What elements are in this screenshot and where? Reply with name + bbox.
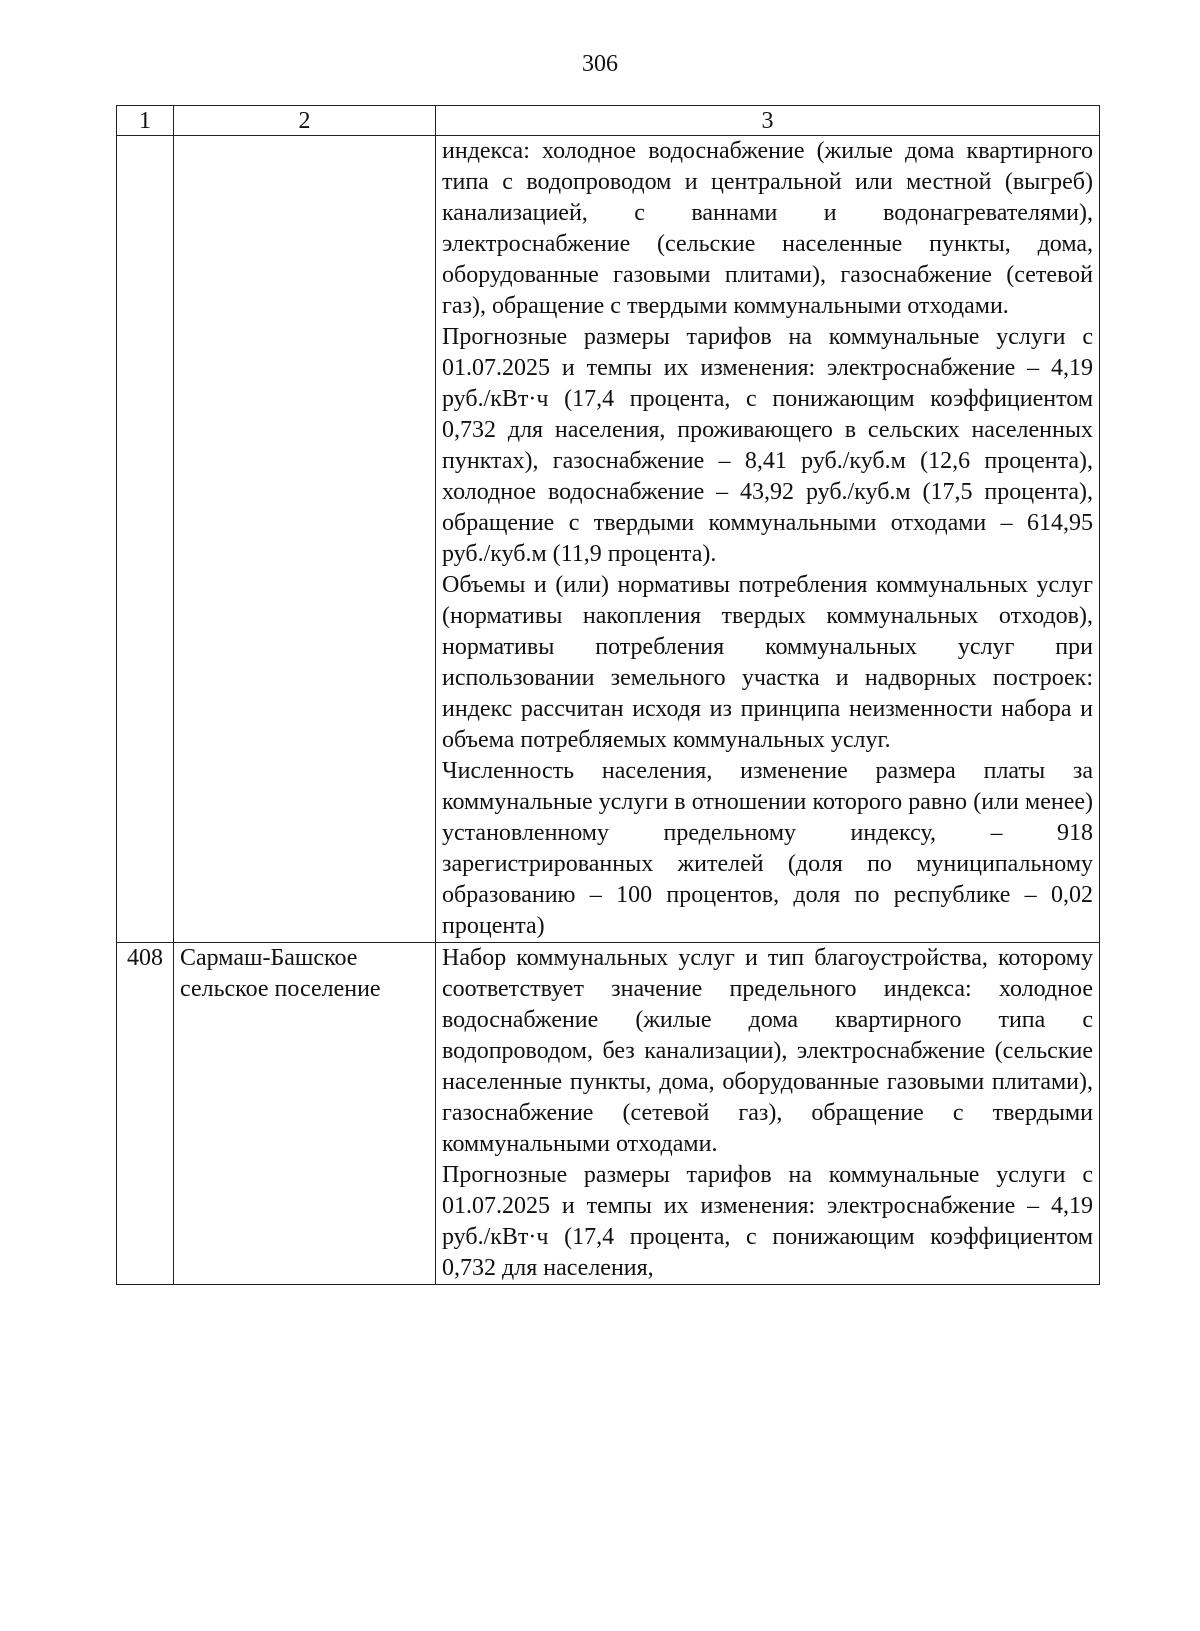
description-paragraph: индекса: холодное водоснабжение (жилые дома квартирного типа с водопроводом и центральной или местной (выгреб) канализацией, с ваннами и водонагревателями), электроснабжение (сельские населенные пункты, дома, оборудованные газовыми плитами), газоснабжение (сетевой газ), обращение с твердыми коммунальными отходами. [442, 138, 1093, 319]
table-header [117, 106, 1100, 136]
settlement-name: Сармаш-Башское сельское поселение [174, 943, 436, 1285]
row-number: 408 [117, 943, 174, 1285]
page-number: 306 [582, 51, 618, 77]
description-paragraph: Прогнозные размеры тарифов на коммунальные услуги с 01.07.2025 и темпы их изменения: электроснабжение – 4,19 руб./кВт·ч (17,4 процента, с понижающим коэффициентом 0,732 для населения, [442, 1162, 1093, 1281]
column-header-3: 3 [436, 106, 1100, 136]
row-number [117, 136, 174, 943]
table-row [117, 136, 1100, 943]
column-header-2: 2 [174, 106, 436, 136]
header-row [117, 106, 1100, 136]
description-paragraph: Объемы и (или) нормативы потребления коммунальных услуг (нормативы накопления твердых коммунальных отходов), нормативы потребления коммунальных услуг при использовании земельного участка и надворных построек: индекс рассчитан исходя из принципа неизменности набора и объема потребляемых коммунальных услуг. [442, 572, 1093, 753]
table-row [117, 943, 1100, 1285]
document-table [116, 105, 1100, 1285]
description-paragraph: Численность населения, изменение размера платы за коммунальные услуги в отношении которого равно (или менее) установленному предельному индексу, – 918 зарегистрированных жителей (доля по муниципальному образованию – 100 процентов, доля по республике – 0,02 процента) [442, 758, 1093, 939]
description-paragraph: Набор коммунальных услуг и тип благоустройства, которому соответствует значение предельного индекса: холодное водоснабжение (жилые дома квартирного типа с водопроводом, без канализации), электроснабжение (сельские населенные пункты, дома, оборудованные газовыми плитами), газоснабжение (сетевой газ), обращение с твердыми коммунальными отходами. [442, 945, 1093, 1157]
column-header-1: 1 [117, 106, 174, 136]
row-description [436, 136, 1100, 943]
row-description [436, 943, 1100, 1285]
settlement-name [174, 136, 436, 943]
table-body [117, 136, 1100, 1285]
description-paragraph: Прогнозные размеры тарифов на коммунальные услуги с 01.07.2025 и темпы их изменения: электроснабжение – 4,19 руб./кВт·ч (17,4 процента, с понижающим коэффициентом 0,732 для населения, проживающего в сельских населенных пунктах), газоснабжение – 8,41 руб./куб.м (12,6 процента), холодное водоснабжение – 43,92 руб./куб.м (17,5 процента), обращение с твердыми коммунальными отходами – 614,95 руб./куб.м (11,9 процента). [442, 324, 1093, 567]
